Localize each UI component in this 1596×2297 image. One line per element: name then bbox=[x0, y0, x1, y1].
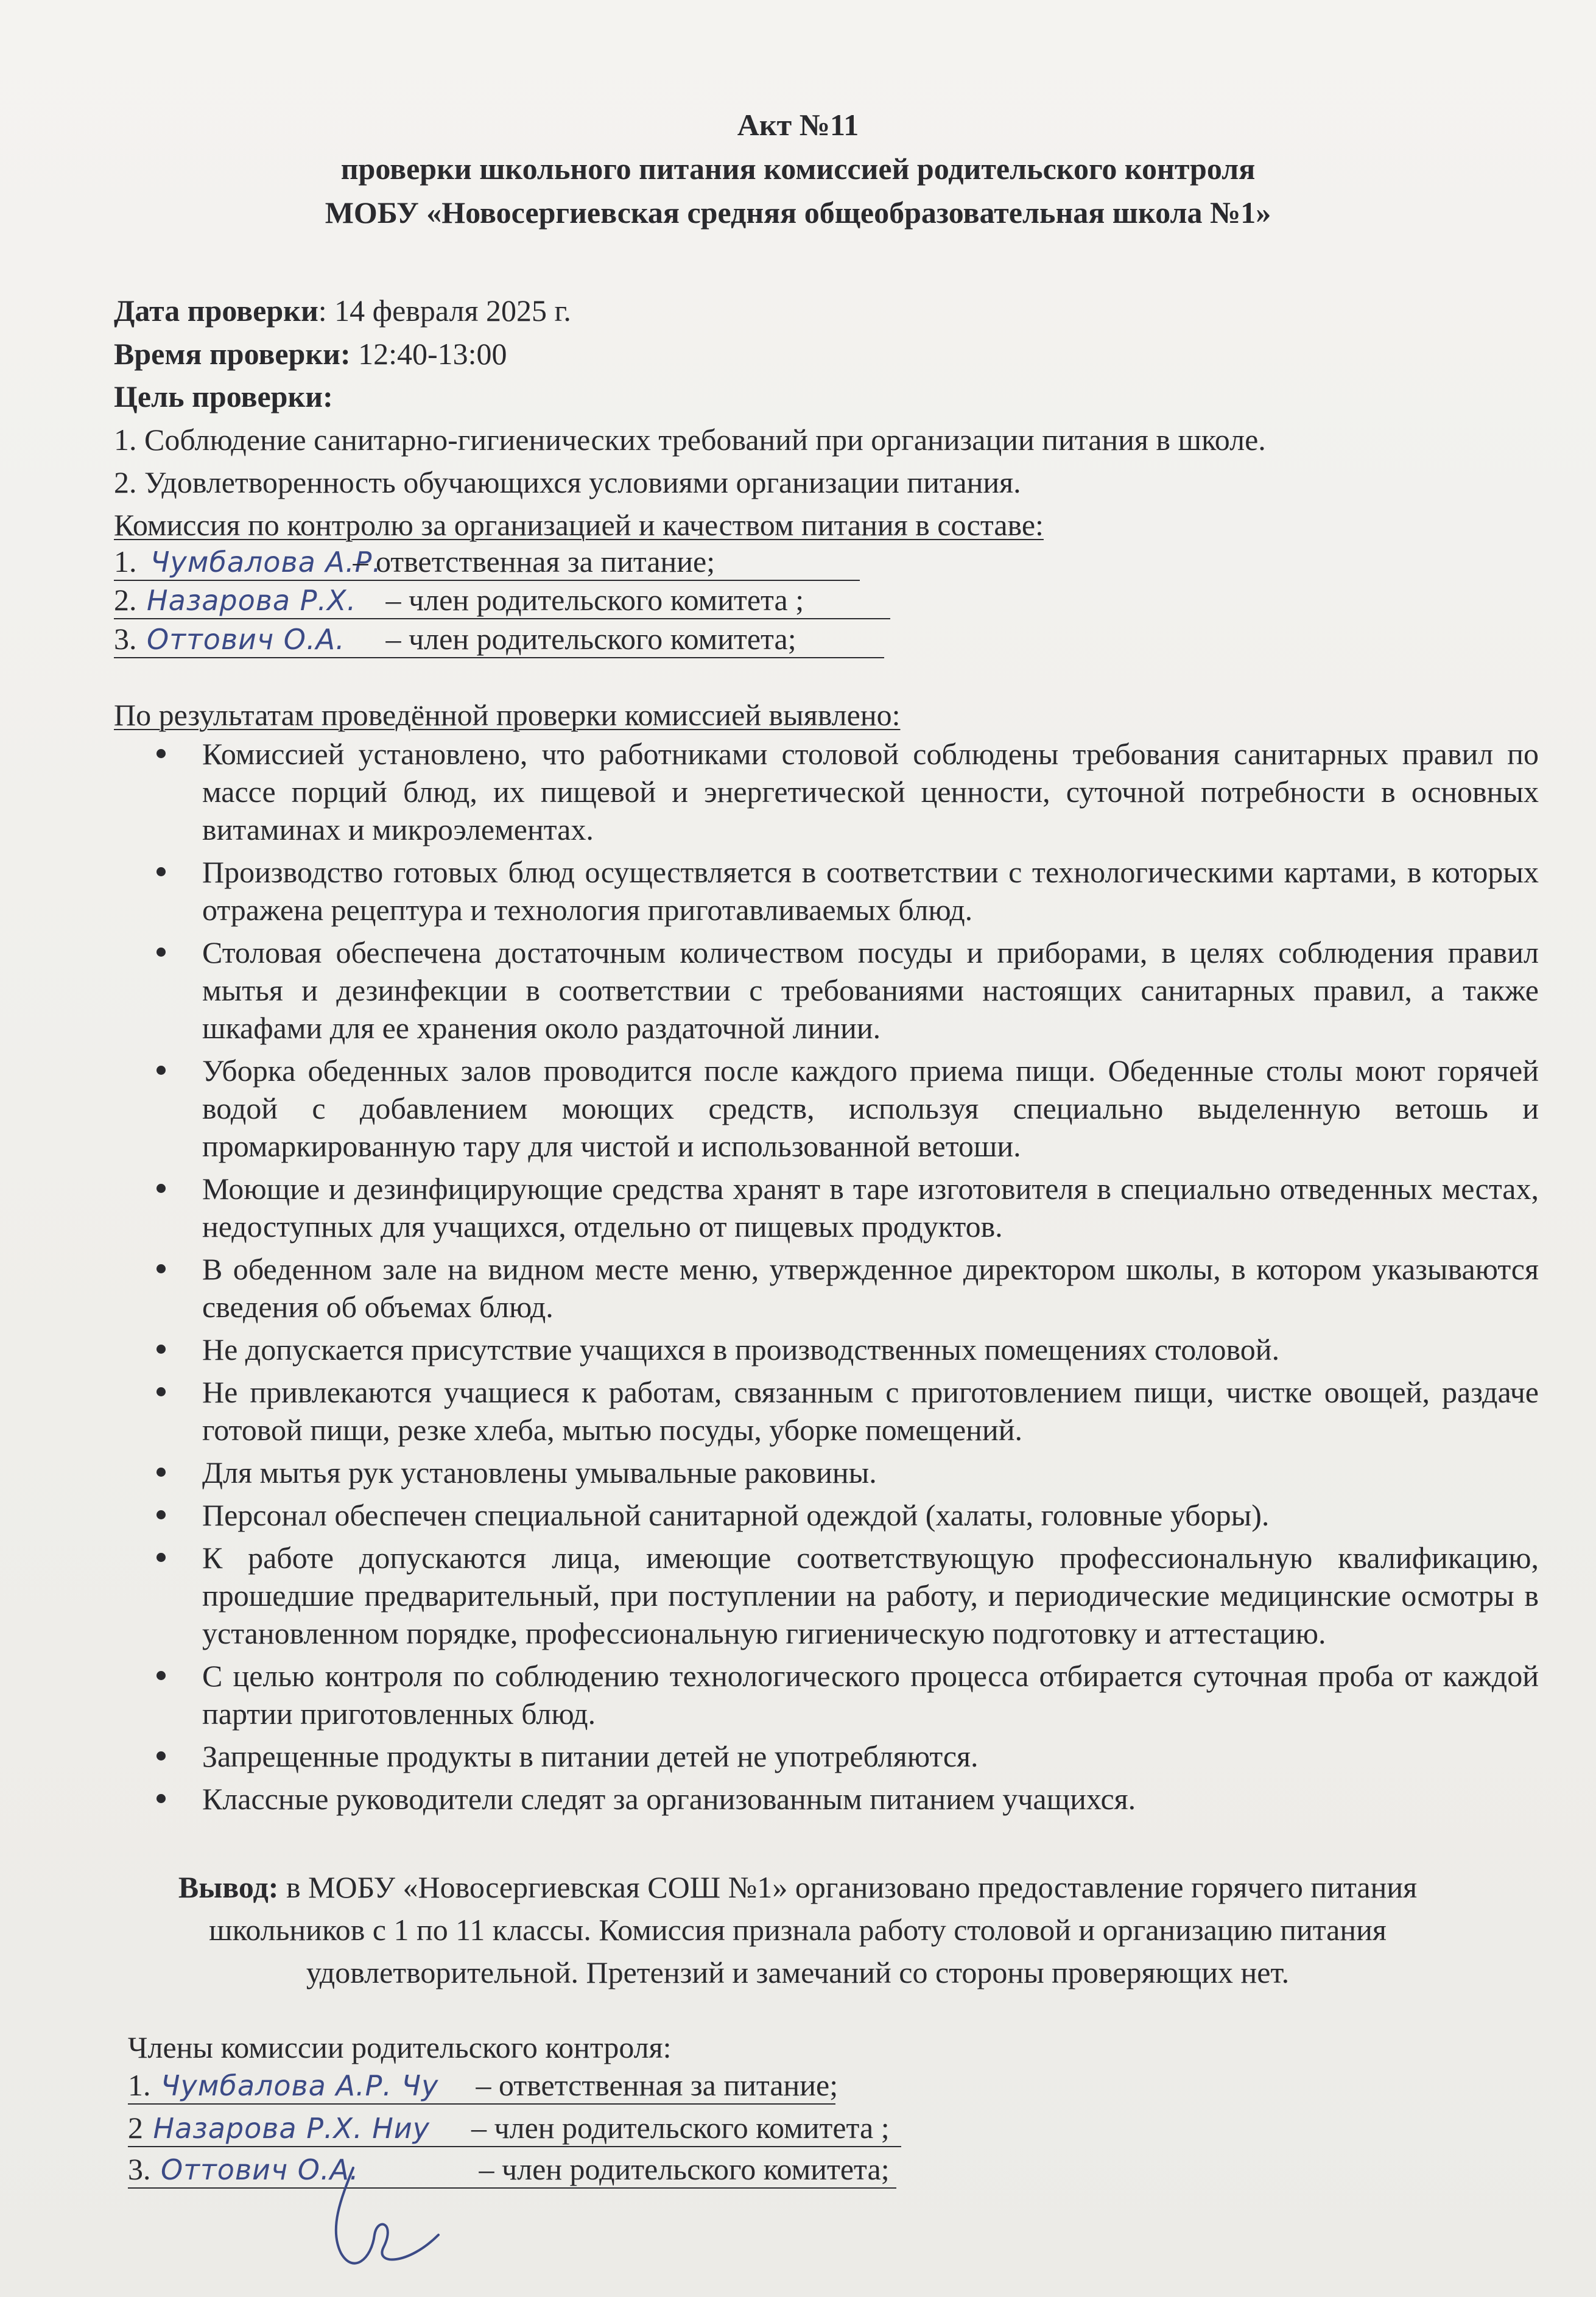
bullet-icon bbox=[156, 1345, 166, 1354]
date-value: : 14 февраля 2025 г. bbox=[318, 294, 571, 328]
finding-item: В обеденном зале на видном месте меню, утвержденное директором школы, в котором указываются сведения об объемах блюд. bbox=[114, 1250, 1539, 1326]
member-role: – член родительского комитета; bbox=[479, 2152, 890, 2186]
member-signature: Назарова Р.Х. Ниу bbox=[153, 2112, 431, 2145]
finding-item: Моющие и дезинфицирующие средства хранят в таре изготовителя в специально отведенных местах, недоступных для учащихся, отдельно от пищевых продуктов. bbox=[114, 1170, 1539, 1245]
member-signature: Оттович О.А. bbox=[147, 623, 345, 656]
finding-item: Уборка обеденных залов проводится после каждого приема пищи. Обеденные столы моют горячей водой с добавлением моющих средств, используя специально выделенную ветошь и промаркированную тару для чистой и использованной ветоши. bbox=[114, 1052, 1539, 1165]
bullet-icon bbox=[156, 1387, 166, 1396]
inspection-time bbox=[114, 336, 507, 371]
commission-heading: Комиссия по контролю за организацией и качеством питания в составе: bbox=[114, 508, 1044, 542]
bullet-icon bbox=[156, 1553, 166, 1562]
bullet-icon bbox=[156, 1751, 166, 1761]
bullet-icon bbox=[156, 867, 166, 876]
bullet-icon bbox=[156, 1510, 166, 1519]
member-number: 3. bbox=[114, 622, 137, 656]
bullet-icon bbox=[156, 1468, 166, 1477]
member-number: 2. bbox=[114, 583, 137, 617]
finding-item: Запрещенные продукты в питании детей не употребляются. bbox=[114, 1737, 1539, 1775]
bullet-icon bbox=[156, 1066, 166, 1075]
member-signature: Чумбалова А.Р. bbox=[150, 546, 382, 579]
member-number: 2 bbox=[128, 2111, 143, 2145]
conclusion-text: в МОБУ «Новосергиевская СОШ №1» организовано предоставление горячего питания школьников с 1 по 11 классы. Комиссия признала работу столовой и организацию питания удовлетворительной. Претензий и замечаний со стороны проверяющих нет. bbox=[209, 1870, 1418, 1989]
finding-item: Для мытья рук установлены умывальные раковины. bbox=[114, 1454, 1539, 1491]
member-number: 1. bbox=[128, 2068, 151, 2102]
date-label: Дата проверки bbox=[114, 294, 318, 328]
member-signature: Чумбалова А.Р. Чу bbox=[161, 2069, 439, 2102]
member-number: 1. bbox=[114, 544, 137, 579]
finding-item: С целью контроля по соблюдению технологического процесса отбирается суточная проба от каждой партии приготовленных блюд. bbox=[114, 1657, 1539, 1732]
conclusion-label: Вывод: bbox=[178, 1870, 279, 1904]
bullet-icon bbox=[156, 1671, 166, 1680]
bullet-icon bbox=[156, 948, 166, 957]
member-role: – ответственная за питание; bbox=[353, 544, 715, 579]
school-name: МОБУ «Новосергиевская средняя общеобразовательная школа №1» bbox=[325, 195, 1271, 230]
bullet-icon bbox=[156, 1264, 166, 1273]
conclusion bbox=[110, 1866, 1486, 1994]
member-role: – член родительского комитета; bbox=[385, 622, 796, 656]
finding-item: Не привлекаются учащиеся к работам, связанным с приготовлением пищи, чистке овощей, раздаче готовой пищи, резке хлеба, мытью посуды, уборке помещений. bbox=[114, 1373, 1539, 1449]
commission-member-1 bbox=[114, 544, 860, 581]
finding-item: Не допускается присутствие учащихся в производственных помещениях столовой. bbox=[114, 1331, 1539, 1368]
signature-line-3 bbox=[128, 2151, 896, 2189]
signature-line-1 bbox=[128, 2067, 838, 2105]
member-role: – член родительского комитета ; bbox=[385, 583, 804, 617]
goal-label: Цель проверки: bbox=[114, 379, 333, 413]
time-label: Время проверки: bbox=[114, 337, 351, 371]
member-role: – ответственная за питание; bbox=[476, 2068, 838, 2102]
act-title: Акт №11 bbox=[737, 108, 859, 142]
bullet-icon bbox=[156, 749, 166, 758]
finding-item: Комиссией установлено, что работниками столовой соблюдены требования санитарных правил по массе порций блюд, их пищевой и энергетической ценности, суточной потребности в основных витаминах и микроэлементах. bbox=[114, 735, 1539, 848]
goal-item-1: 1. Соблюдение санитарно-гигиенических требований при организации питания в школе. bbox=[114, 423, 1266, 457]
finding-item: Классные руководители следят за организованным питанием учащихся. bbox=[114, 1780, 1539, 1818]
signature-scribble bbox=[317, 2162, 451, 2278]
signature-line-2 bbox=[128, 2110, 901, 2147]
bullet-icon bbox=[156, 1184, 166, 1193]
finding-item: К работе допускаются лица, имеющие соответствующую профессиональную квалификацию, прошедшие предварительный, при поступлении на работу, и периодические медицинские осмотры в установленном порядке, профессиональную гигиеническую подготовку и аттестацию. bbox=[114, 1539, 1539, 1652]
member-number: 3. bbox=[128, 2152, 151, 2186]
goal-item-2: 2. Удовлетворенность обучающихся условиями организации питания. bbox=[114, 465, 1021, 499]
results-heading: По результатам проведённой проверки комиссией выявлено: bbox=[114, 698, 901, 732]
commission-member-2 bbox=[114, 582, 890, 619]
bullet-icon bbox=[156, 1794, 166, 1803]
finding-item: Производство готовых блюд осуществляется в соответствии с технологическими картами, в которых отражена рецептура и технология приготавливаемых блюд. bbox=[114, 853, 1539, 929]
findings-list bbox=[114, 735, 1539, 1823]
commission-member-3 bbox=[114, 621, 884, 658]
signatures-heading: Члены комиссии родительского контроля: bbox=[128, 2030, 672, 2064]
member-signature: Оттович О.А. bbox=[161, 2153, 359, 2186]
act-subtitle: проверки школьного питания комиссией родительского контроля bbox=[340, 152, 1256, 186]
member-signature: Назарова Р.Х. bbox=[147, 584, 357, 617]
finding-item: Столовая обеспечена достаточным количеством посуды и приборами, в целях соблюдения правил мытья и дезинфекции в соответствии с требованиями настоящих санитарных правил, а также шкафами для ее хранения около раздаточной линии. bbox=[114, 934, 1539, 1047]
member-role: – член родительского комитета ; bbox=[471, 2111, 890, 2145]
inspection-date bbox=[114, 293, 571, 328]
time-value: 12:40-13:00 bbox=[350, 337, 507, 371]
finding-item: Персонал обеспечен специальной санитарной одеждой (халаты, головные уборы). bbox=[114, 1496, 1539, 1534]
